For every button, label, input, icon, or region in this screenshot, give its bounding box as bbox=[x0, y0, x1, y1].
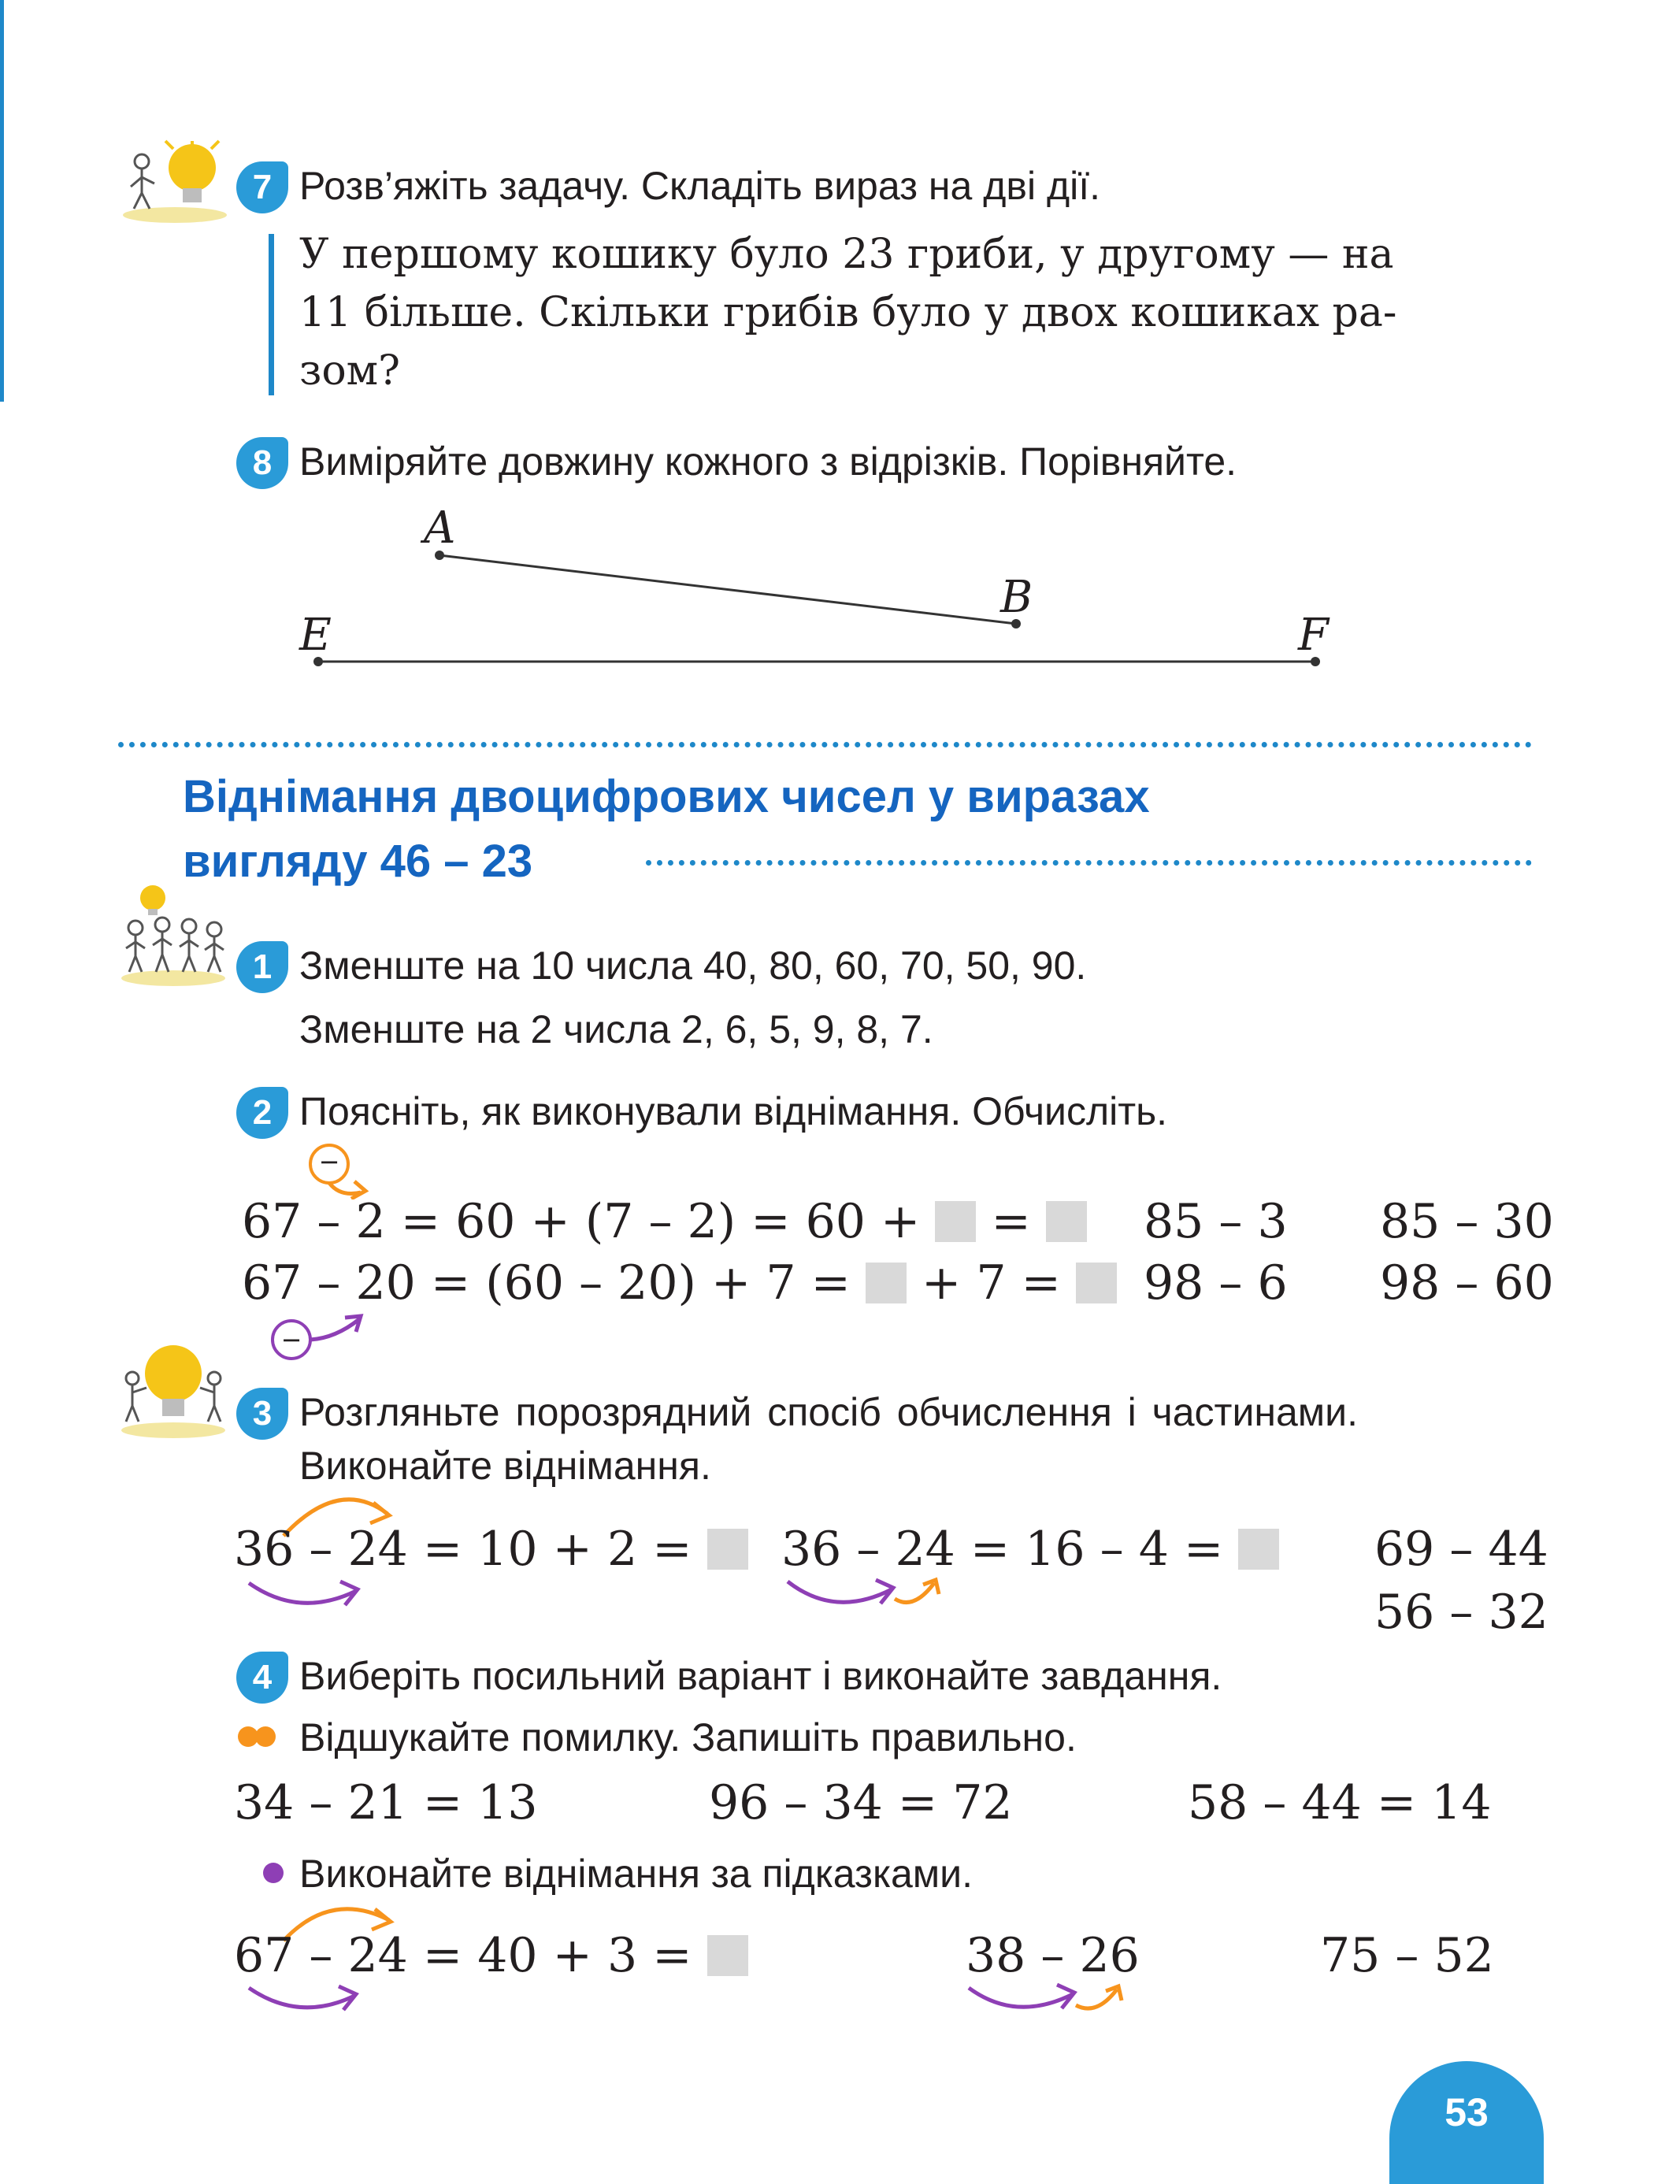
answer-box[interactable] bbox=[935, 1201, 976, 1242]
label-a: A bbox=[424, 502, 456, 554]
task-4-level2: Відшукайте помилку. Запишіть правильно. bbox=[299, 1715, 1077, 1759]
task-1-badge: 1 bbox=[236, 941, 288, 993]
expr-part: = bbox=[991, 1194, 1031, 1249]
segments-figure bbox=[0, 0, 1680, 709]
task-3-col-row1: 69 – 44 bbox=[1374, 1522, 1548, 1577]
problem-line: зом? bbox=[299, 347, 400, 395]
error-expr-2: 96 – 34 = 72 bbox=[709, 1775, 1013, 1830]
section-title-line1: Віднімання двоцифрових чисел у виразах bbox=[183, 771, 1150, 822]
task-2-instruction: Поясніть, як виконували віднімання. Обчисліть. bbox=[299, 1089, 1168, 1133]
step-arrow-purple bbox=[969, 1988, 1073, 2007]
ones-arrow-purple bbox=[249, 1988, 354, 2008]
label-f: F bbox=[1298, 610, 1329, 661]
group-helper-icon bbox=[118, 882, 228, 988]
task-4-level1: Виконайте віднімання за підказками. bbox=[299, 1852, 973, 1896]
task-3-line2: Виконайте віднімання. bbox=[299, 1444, 711, 1488]
error-expr-1: 34 – 21 = 13 bbox=[234, 1775, 538, 1830]
label-b: B bbox=[1000, 572, 1033, 623]
level-two-dots-icon bbox=[238, 1726, 276, 1751]
answer-box[interactable] bbox=[707, 1935, 748, 1976]
task-4-badge: 4 bbox=[236, 1652, 288, 1704]
hint-expr-2: 38 – 26 bbox=[966, 1928, 1140, 1983]
task-1-line2: Зменште на 2 числа 2, 6, 5, 9, 8, 7. bbox=[299, 1007, 933, 1051]
task-1-line1: Зменште на 10 числа 40, 80, 60, 70, 50, 90. bbox=[299, 944, 1087, 988]
hint-expr-3: 75 – 52 bbox=[1320, 1928, 1494, 1983]
problem-line: У першому кошику було 23 гриби, у другому — на bbox=[299, 231, 1394, 278]
error-expr-3: 58 – 44 = 14 bbox=[1188, 1775, 1492, 1830]
expr-part: 36 – 24 = 10 + 2 = bbox=[234, 1522, 692, 1577]
task-2-col2-row2: 98 – 60 bbox=[1380, 1255, 1554, 1311]
hint-expr-1 bbox=[234, 1928, 748, 1983]
task-3-badge: 3 bbox=[236, 1388, 288, 1440]
task-4-instruction: Виберіть посильний варіант і виконайте завдання. bbox=[299, 1654, 1222, 1698]
answer-box[interactable] bbox=[1238, 1529, 1279, 1570]
section-title-line2: вигляду 46 – 23 bbox=[183, 836, 533, 887]
task-7-instruction: Розв’яжіть задачу. Складіть вираз на дві дії. bbox=[299, 164, 1101, 208]
task-2-expr1 bbox=[242, 1194, 1087, 1249]
label-e: E bbox=[299, 610, 332, 661]
step-arrow-purple bbox=[788, 1581, 892, 1602]
task-7-badge: 7 bbox=[236, 161, 288, 213]
expr-part: 67 – 2 = 60 + (7 – 2) = 60 + bbox=[242, 1194, 921, 1249]
page-number: 53 bbox=[1389, 2061, 1544, 2184]
lightbulb-group-icon bbox=[118, 1339, 228, 1441]
step-arrow-orange bbox=[895, 1583, 934, 1603]
expr-part: + 7 = bbox=[922, 1255, 1061, 1311]
section-divider-top bbox=[118, 742, 1532, 747]
answer-box[interactable] bbox=[1076, 1263, 1117, 1303]
answer-box[interactable] bbox=[866, 1263, 907, 1303]
task-8-instruction: Виміряйте довжину кожного з відрізків. Порівняйте. bbox=[299, 439, 1237, 484]
expr-part: 67 – 24 = 40 + 3 = bbox=[234, 1928, 692, 1983]
task-3-line1: Розгляньте порозрядний спосіб обчислення і частинами. bbox=[299, 1390, 1358, 1434]
task-3-col-row2: 56 – 32 bbox=[1374, 1585, 1548, 1640]
task-8-badge: 8 bbox=[236, 437, 288, 489]
step-arrow-orange bbox=[1076, 1989, 1117, 2008]
section-divider-bottom bbox=[646, 860, 1532, 866]
task-3-expr1 bbox=[234, 1522, 748, 1577]
problem-line: 11 більше. Скільки грибів було у двох кошиках ра- bbox=[299, 289, 1397, 336]
expr-part: 67 – 20 = (60 – 20) + 7 = bbox=[242, 1255, 851, 1311]
answer-box[interactable] bbox=[707, 1529, 748, 1570]
answer-box[interactable] bbox=[1046, 1201, 1087, 1242]
task-2-col1-row2: 98 – 6 bbox=[1144, 1255, 1288, 1311]
expr-part: 36 – 24 = 16 – 4 = bbox=[781, 1522, 1224, 1577]
task-2-col1-row1: 85 – 3 bbox=[1144, 1194, 1288, 1249]
task-2-col2-row1: 85 – 30 bbox=[1380, 1194, 1554, 1249]
task-2-expr2 bbox=[242, 1255, 1117, 1311]
task-2-badge: 2 bbox=[236, 1087, 288, 1139]
level-one-dot-icon bbox=[263, 1863, 284, 1887]
segment-ab bbox=[439, 555, 1016, 624]
task-3-expr2 bbox=[781, 1522, 1279, 1577]
minus-hint-purple-sign: − bbox=[280, 1325, 302, 1355]
minus-hint-orange-sign: − bbox=[318, 1147, 340, 1177]
ones-arrow-purple bbox=[249, 1583, 356, 1603]
